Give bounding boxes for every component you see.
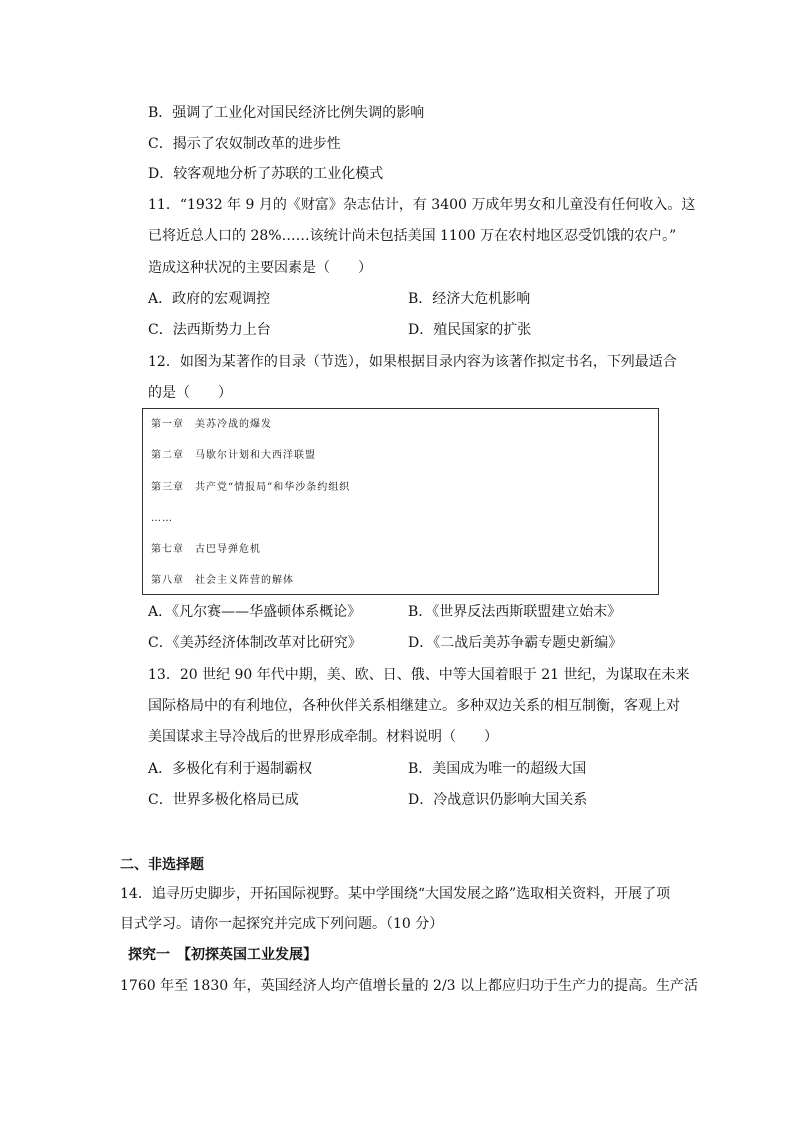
q10-option-d: D．较客观地分析了苏联的工业化模式	[148, 166, 384, 182]
q10-option-c: C．揭示了农奴制改革的进步性	[148, 136, 341, 152]
q11-option-b: B．经济大危机影响	[408, 291, 531, 307]
toc-chapter-8: 第八章 社会主义阵营的解体	[151, 575, 294, 586]
q10-option-b: B．强调了工业化对国民经济比例失调的影响	[148, 105, 425, 121]
q13-option-d: D．冷战意识仍影响大国关系	[408, 792, 588, 808]
q14-stem-line2: 目式学习。请你一起探究并完成下列问题。（10 分）	[120, 916, 444, 932]
q13-option-b: B．美国成为唯一的超级大国	[408, 761, 587, 777]
q13-stem-line2: 国际格局中的有利地位，各种伙伴关系相继建立。多种双边关系的相互制衡，客观上对	[148, 698, 680, 714]
q12-option-a: A．《凡尔赛——华盛顿体系概论》	[148, 604, 362, 620]
q12-stem-line2: 的是（ ）	[148, 385, 232, 401]
toc-chapter-7: 第七章 古巴导弹危机	[151, 544, 261, 555]
q12-stem-line1: 12．如图为某著作的目录（节选），如果根据目录内容为该著作拟定书名，下列最适合	[148, 354, 677, 370]
q13-option-a: A．多极化有利于遏制霸权	[148, 761, 313, 777]
q12-option-b: B．《世界反法西斯联盟建立始末》	[408, 604, 622, 620]
q11-stem-line1: 11．“1932 年 9 月的《财富》杂志估计，有 3400 万成年男女和儿童没有任何收入。这	[148, 197, 696, 213]
toc-box	[142, 408, 659, 595]
q11-stem-line2: 已将近总人口的 28%……该统计尚未包括美国 1100 万在农村地区忍受饥饿的农户。”	[148, 228, 677, 244]
section-title: 二、非选择题	[120, 857, 204, 873]
q13-option-c: C．世界多极化格局已成	[148, 792, 299, 808]
q12-option-c: C．《美苏经济体制改革对比研究》	[148, 635, 362, 651]
q13-stem-line3: 美国谋求主导冷战后的世界形成牵制。材料说明（ ）	[148, 729, 498, 745]
q11-option-c: C．法西斯势力上台	[148, 322, 271, 338]
q11-stem-line3: 造成这种状况的主要因素是（ ）	[148, 260, 372, 276]
q11-option-a: A．政府的宏观调控	[148, 291, 271, 307]
q12-option-d: D．《二战后美苏争霸专题史新编》	[408, 635, 623, 651]
explore-one-title: 探究一 【初探英国工业发展】	[128, 947, 317, 963]
q14-material-line1: 1760 年至 1830 年，英国经济人均产值增长量的 2/3 以上都应归功于生产力的提高。生产活	[120, 978, 699, 994]
q14-stem-line1: 14．追寻历史脚步，开拓国际视野。某中学围绕“大国发展之路”选取相关资料，开展了项	[120, 886, 671, 902]
toc-chapter-2: 第二章 马歇尔计划和大西洋联盟	[151, 450, 316, 461]
toc-ellipsis: ……	[151, 513, 173, 524]
q13-stem-line1: 13．20 世纪 90 年代中期，美、欧、日、俄、中等大国着眼于 21 世纪，为谋取在未来	[148, 667, 690, 683]
toc-chapter-1: 第一章 美苏冷战的爆发	[151, 419, 272, 430]
q11-option-d: D．殖民国家的扩张	[408, 322, 532, 338]
toc-chapter-3: 第三章 共产党“情报局”和华沙条约组织	[151, 482, 351, 493]
